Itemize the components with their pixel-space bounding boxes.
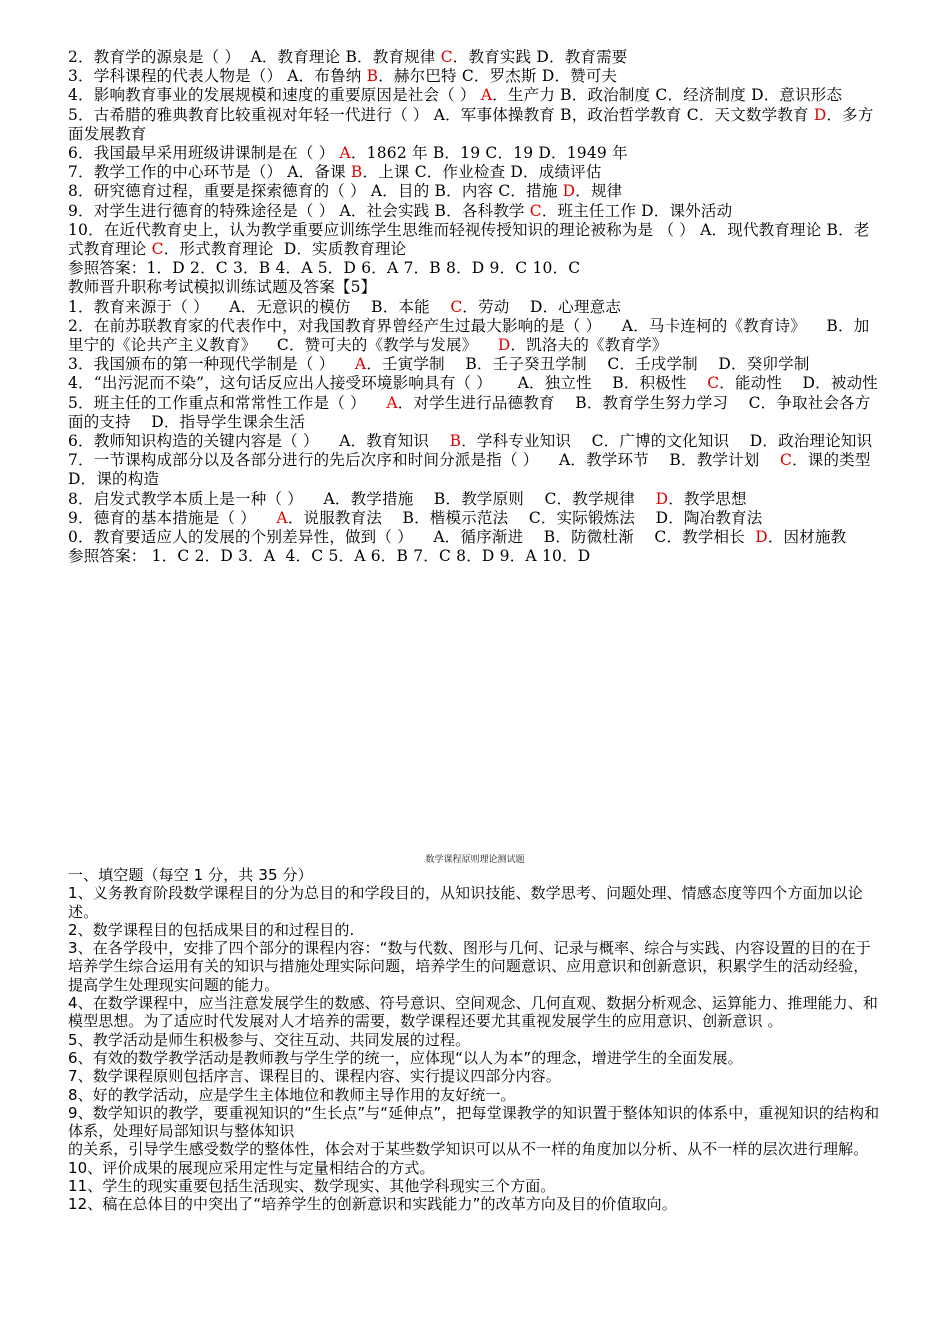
question-text: 2．教育学的源泉是（ ） A．教育理论 B．教育规律 (68, 48, 441, 66)
question-line (68, 106, 883, 144)
question-line (68, 202, 883, 221)
question-line (68, 432, 883, 451)
question-line (68, 355, 883, 374)
question-line (68, 221, 883, 259)
statement-line: 10、评价成果的展现应采用定性与定量相结合的方式。 (68, 1158, 435, 1177)
exam-questions-section (68, 48, 892, 566)
answer-letter: D (562, 182, 576, 201)
question-text: ．因材施教 (767, 528, 847, 547)
statement-line: 12、稿在总体目的中突出了“培养学生的创新意识和实践能力”的改革方向及目的价值取向。 (68, 1195, 677, 1214)
answer-letter: A (480, 86, 493, 105)
answer-letter: D (755, 528, 768, 547)
question-text: ．劳动 D．心理意志 (462, 297, 622, 316)
answer-letter: C (780, 451, 793, 470)
question-text: ．学科专业知识 C．广博的文化知识 D．政治理论知识 (461, 432, 873, 451)
question-text: ．能动性 D．被动性 (719, 374, 878, 393)
fill-in-blank-section (68, 866, 883, 1214)
question-text: ．壬寅学制 B．壬子癸丑学制 C．壬戌学制 D．癸卯学制 (366, 355, 810, 374)
question-text: 3．学科课程的代表人物是（） A．布鲁纳 (68, 67, 367, 86)
document-title: 数学课程原则理论测试题 (425, 855, 525, 865)
question-line (68, 547, 883, 566)
question-text: 1．教育来源于（ ） A．无意识的模仿 B．本能 (68, 297, 451, 316)
question-text: 参照答案：1．D 2．C 3．B 4．A 5．D 6．A 7．B 8．D 9．C 10．C (68, 259, 581, 278)
question-line (68, 86, 883, 105)
statement-line: 1、义务教育阶段数学课程目的分为总目的和学段目的，从知识技能、数学思考、问题处理、情感态度等四个方面加以论述。 (68, 884, 863, 921)
question-line (68, 394, 883, 432)
statement-line: 9、数学知识的教学，要重视知识的“生长点”与“延伸点”，把每堂课教学的知识置于整体知识的体系中，重视知识的结构和体系，处理好局部知识与整体知识 (68, 1103, 880, 1141)
statement-line: 5、教学活动是师生积极参与、交往互动、共同发展的过程。 (68, 1030, 471, 1049)
question-text: ．教育实践 D．教育需要 (452, 48, 628, 66)
question-text: 8．启发式教学本质上是一种（ ） A．教学措施 B．教学原则 C．教学规律 (68, 489, 656, 508)
question-text: 教师晋升职称考试模拟训练试题及答案【5】 (68, 278, 377, 297)
question-text: ．对学生进行品德教育 B．教育学生努力学习 C．争取社会各方面的支持 D．指导学生课余生活 (68, 393, 871, 431)
question-text: 0．教育要适应人的发展的个别差异性，做到（ ） A．循序渐进 B．防微杜渐 C．教学相长 (68, 528, 756, 547)
answer-letter: C (151, 240, 164, 259)
answer-letter: A (386, 393, 398, 412)
answer-letter: C (529, 201, 542, 220)
answer-letter: C (450, 297, 463, 316)
answer-letter: D (655, 489, 669, 508)
answer-letter: B (350, 163, 363, 182)
question-text: ．课的类型 D．课的构造 (68, 451, 892, 489)
section-heading: 一、填空题（每空 1 分，共 35 分） (68, 866, 313, 884)
question-line (68, 259, 883, 278)
question-text: 5．古希腊的雅典教育比较重视对年轻一代进行（ ） A．军事体操教育 B，政治哲学教育 C．天文数学教育 (68, 105, 814, 124)
question-text: ．凯洛夫的《教育学》 (510, 336, 668, 355)
question-line (68, 490, 883, 509)
statement-line: 4、在数学课程中，应当注意发展学生的数感、符号意识、空间观念、几何直观、数据分析观念、运算能力、推理能力、和模型思想。为了适应时代发展对人才培养的需要，数学课程还要尤其重视发展学生的应用意识、创新意识 。 (68, 994, 878, 1031)
question-text: 7．一节课构成部分以及各部分进行的先后次序和时间分派是指（ ） A．教学环节 B．教学计划 (68, 451, 780, 470)
question-line (68, 278, 883, 297)
question-text: ．生产力 B．政治制度 C．经济制度 D．意识形态 (492, 86, 843, 105)
question-text: 6．我国最早采用班级讲课制是在（ ） (68, 144, 340, 163)
statement-line: 7、数学课程原则包括序言、课程目的、课程内容、实行提议四部分内容。 (68, 1067, 561, 1086)
question-text: 6．教师知识构造的关键内容是（ ） A．教育知识 (68, 432, 450, 451)
question-text: ．教学思想 (668, 489, 747, 508)
question-text: ．多方面发展教育 (68, 105, 874, 143)
answer-letter: C (440, 48, 453, 66)
question-line (68, 182, 883, 201)
answer-letter: A (354, 355, 367, 374)
answer-letter: D (813, 105, 827, 124)
answer-letter: B (366, 67, 379, 86)
question-line (68, 298, 883, 317)
question-line (68, 163, 883, 182)
question-text: 8．研究德育过程，重要是探索德育的（ ） A．目的 B．内容 C．措施 (68, 182, 563, 201)
question-text: 4．“出污泥而不染”，这句话反应出人接受环境影响具有（ ） A．独立性 B．积极性 (68, 374, 708, 393)
statement-line: 的关系，引导学生感受数学的整体性，体会对于某些数学知识可以从不一样的角度加以分析、从不一样的层次进行理解。 (68, 1140, 869, 1159)
question-text: ．上课 C．作业检查 D．成绩评估 (362, 163, 602, 182)
question-text: 9．德育的基本措施是（ ） (68, 508, 277, 527)
answer-letter: C (707, 374, 720, 393)
question-text: 4．影响教育事业的发展规模和速度的重要原因是社会（ ） (68, 86, 481, 105)
statement-line: 6、有效的数学教学活动是教师教与学生学的统一，应体现“以人为本”的理念，增进学生的全面发展。 (68, 1048, 743, 1067)
question-text: ．班主任工作 D．课外活动 (541, 201, 733, 220)
question-text: 5．班主任的工作重点和常常性工作是（ ） (68, 393, 387, 412)
question-line (68, 67, 883, 86)
question-text: 2．在前苏联教育家的代表作中，对我国教育界曾经产生过最大影响的是（ ） A．马卡连柯的《教育诗》 B．加里宁的《论共产主义教育》 C．赞可夫的《教学与发展》 (68, 316, 870, 355)
question-line (68, 374, 883, 393)
answer-letter: D (497, 336, 511, 355)
answer-letter: A (276, 508, 288, 527)
question-text: 3．我国颁布的第一种现代学制是（ ） (68, 355, 355, 374)
statement-line: 2、数学课程目的包括成果目的和过程目的. (68, 920, 355, 939)
question-line (68, 317, 883, 355)
question-line (68, 48, 883, 67)
question-text: 9．对学生进行德育的特殊途径是（ ） A．社会实践 B．各科教学 (68, 201, 530, 220)
answer-letter: A (339, 144, 351, 163)
statement-line: 11、学生的现实重要包括生活现实、数学现实、其他学科现实三个方面。 (68, 1177, 556, 1196)
question-line (68, 528, 883, 547)
question-text: ．1862 年 B．19 C．19 D．1949 年 (350, 144, 628, 163)
statement-line: 8、好的教学活动，应是学生主体地位和教师主导作用的友好统一。 (68, 1085, 516, 1104)
answer-letter: B (449, 432, 462, 451)
question-text: ．形式教育理论 D．实质教育理论 (163, 240, 407, 259)
question-line (68, 144, 883, 163)
question-text: 7．教学工作的中心环节是（） A．备课 (68, 163, 351, 182)
question-line (68, 451, 892, 489)
question-text: 参照答案： 1．C 2．D 3．A 4．C 5．A 6．B 7．C 8．D 9．A 10．D (68, 547, 591, 566)
statement-line: 3、在各学段中，安排了四个部分的课程内容：“数与代数、图形与几何、记录与概率、综合与实践、内容设置的目的在于培养学生综合运用有关的知识与措施处理实际问题，培养学生的问题意识、应用意识和创新意识，积累学生的活动经验，提高学生处理现实问题的能力。 (68, 939, 871, 994)
question-text: ．规律 (575, 182, 623, 201)
question-text: ．赫尔巴特 C．罗杰斯 D．赞可夫 (378, 67, 618, 86)
question-text: ．说服教育法 B．楷模示范法 C．实际锻炼法 D．陶冶教育法 (287, 508, 763, 527)
question-line (68, 509, 883, 528)
question-text: 10．在近代教育史上，认为教学重要应训练学生思维而轻视传授知识的理论被称为是 （ ） A．现代教育理论 B．老式教育理论 (68, 220, 870, 259)
